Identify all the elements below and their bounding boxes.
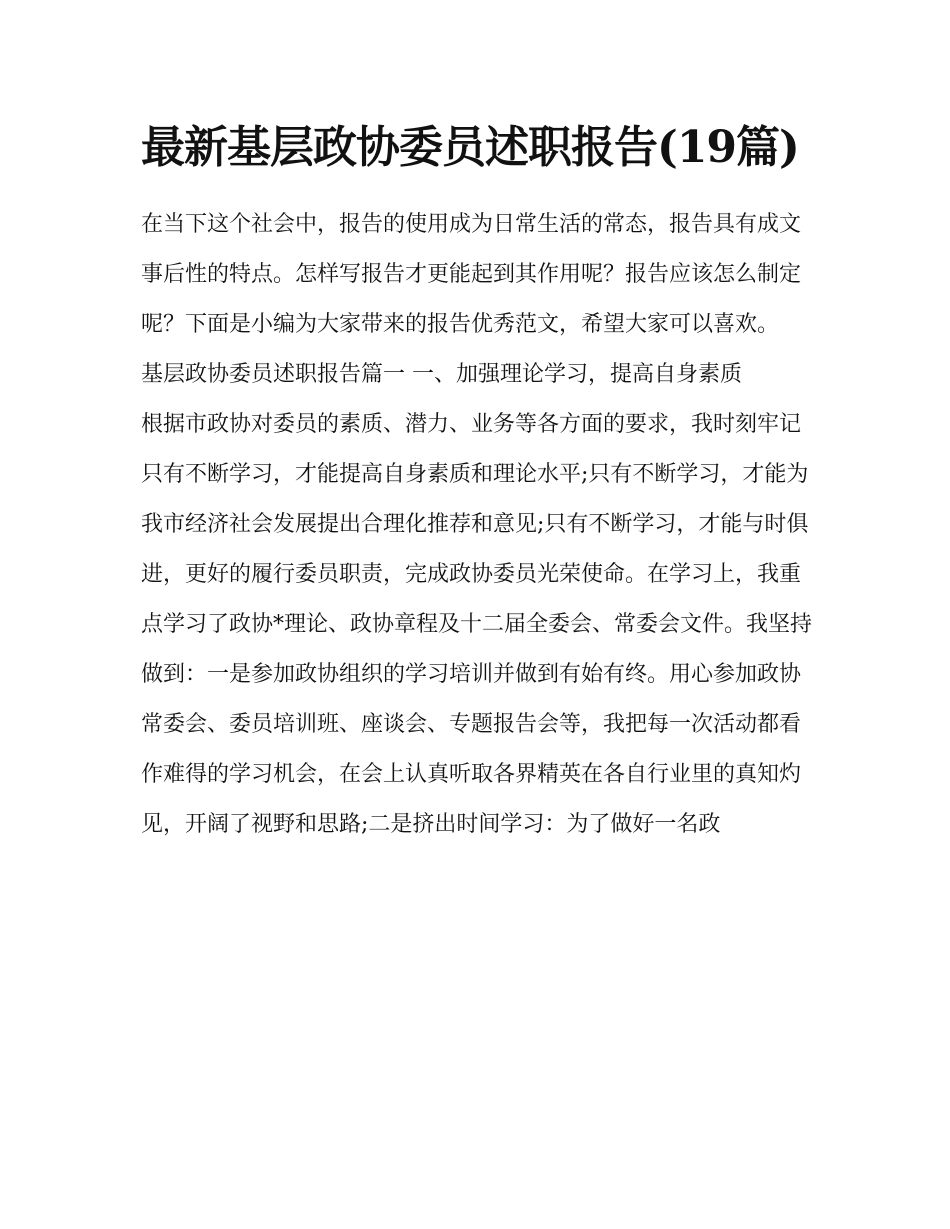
body-paragraph: 根据市政协对委员的素质、潜力、业务等各方面的要求，我时刻牢记只有不断学习，才能提高自身素质和理论水平;只有不断学习，才能为我市经济社会发展提出合理化推荐和意见;只有不断学习，才能与时俱进，更好的履行委员职责，完成政协委员光荣使命。在学习上，我重点学习了政协*理论、政协章程及十二届全委会、常委会文件。我坚持做到：一是参加政协组织的学习培训并做到有始有终。用心参加政协常委会、委员培训班、座谈会、专题报告会等，我把每一次活动都看作难得的学习机会，在会上认真听取各界精英在各自行业里的真知灼见，开阔了视野和思路;二是挤出时间学习：为了做好一名政 <box>141 412 813 837</box>
intro-paragraph: 在当下这个社会中，报告的使用成为日常生活的常态，报告具有成文事后性的特点。怎样写报告才更能起到其作用呢？报告应该怎么制定呢？下面是小编为大家带来的报告优秀范文，希望大家可以喜欢。 <box>141 212 802 337</box>
document-title: 最新基层政协委员述职报告(19篇) <box>141 122 799 173</box>
section-heading: 基层政协委员述职报告篇一 一、加强理论学习，提高自身素质 <box>141 362 742 387</box>
document-content <box>141 112 813 850</box>
